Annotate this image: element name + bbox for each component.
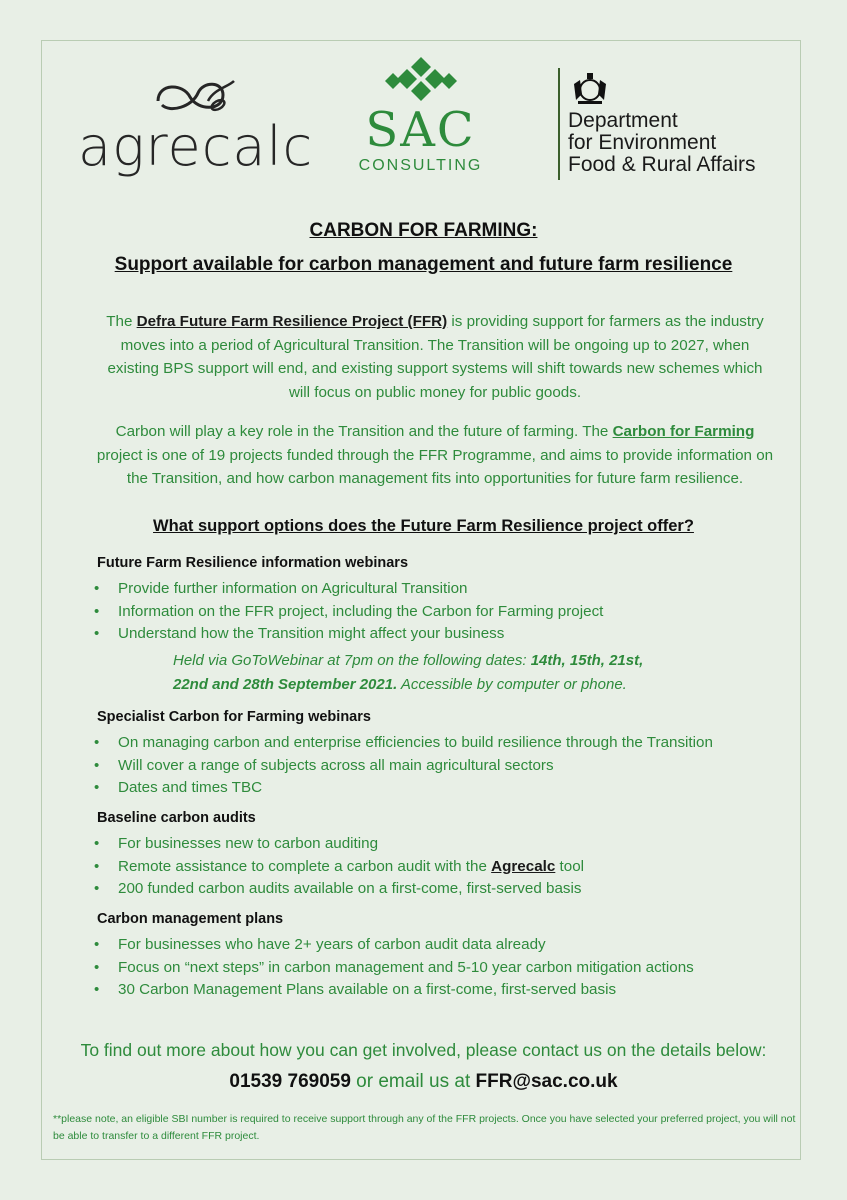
sac-diamond-icon [383, 55, 459, 105]
carbon-post: project is one of 19 projects funded through the FFR Programme, and aims to provide information on the Transition, and how carbon management fits into opportunities for future farm resilience. [96, 446, 774, 487]
section-title-info-webinars: Future Farm Resilience information webinars [97, 555, 409, 571]
defra-line-3: Food & Rural Affairs [568, 153, 756, 176]
carbon-paragraph [95, 420, 775, 491]
carbon-pre: Carbon will play a key role in the Transition and the future of farming. The [115, 423, 613, 440]
defra-line-2: for Environment [568, 131, 717, 154]
agrecalc-link[interactable]: Agrecalc [491, 857, 556, 875]
contact-details [0, 1071, 847, 1093]
list-item: • Information on the FFR project, including the Carbon for Farming project [94, 601, 603, 624]
list-baseline-audits [94, 833, 584, 901]
list-item: • For businesses who have 2+ years of carbon audit data already [94, 934, 694, 957]
list-item: • Dates and times TBC [94, 777, 713, 800]
defra-rule [558, 68, 560, 180]
audit-item-text: Remote assistance to complete a carbon audit with the [118, 857, 487, 875]
section-title-specialist-webinars: Specialist Carbon for Farming webinars [97, 709, 371, 725]
list-item: • Provide further information on Agricultural Transition [94, 578, 603, 601]
ffr-link[interactable]: Defra Future Farm Resilience Project (FFR) [136, 313, 448, 330]
defra-logo [554, 68, 784, 183]
sac-logo [348, 55, 493, 175]
list-item: • 200 funded carbon audits available on a first-come, first-served basis [94, 878, 584, 901]
list-item [94, 856, 584, 879]
webinar-dates-2: 22nd and 28th September 2021. [173, 676, 398, 693]
support-heading: What support options does the Future Farm Resilience project offer? [153, 517, 694, 535]
list-item: • For businesses new to carbon auditing [94, 833, 584, 856]
intro-pre: The [106, 313, 137, 330]
list-item: • Understand how the Transition might affect your business [94, 623, 603, 646]
defra-name [568, 110, 756, 176]
section-title-management-plans: Carbon management plans [97, 911, 284, 927]
list-management-plans [94, 934, 694, 1002]
intro-post: is providing support for farmers as the industry moves into a period of Agricultural Transition. The Transition will be ongoing up to 2027, when existing BPS support will end, and existing support systems will shift towards new schemes which will focus on public money for public goods. [107, 313, 764, 401]
main-heading: CARBON FOR FARMING: [309, 220, 538, 241]
carbon-for-farming-link[interactable]: Carbon for Farming [612, 423, 755, 440]
defra-line-1: Department [568, 109, 678, 132]
contact-intro: To find out more about how you can get involved, please contact us on the details below: [80, 1040, 767, 1060]
list-specialist-webinars [94, 732, 713, 800]
audit-item-tail: tool [555, 857, 585, 875]
contact-mid: or email us at [350, 1071, 476, 1092]
footnote: **please note, an eligible SBI number is required to receive support through any of the FFR projects. Once you have selected your preferred project, you will not be able to transfer to a different FFR project. [53, 1113, 796, 1142]
sac-title: SAC [365, 102, 476, 158]
agrecalc-wordmark: agrecalc [78, 115, 314, 178]
list-info-webinars [94, 578, 603, 646]
sub-heading: Support available for carbon management and future farm resilience [114, 254, 733, 275]
webinar-note-pre: Held via GoToWebinar at 7pm on the following dates: [173, 652, 531, 669]
list-item: • On managing carbon and enterprise efficiencies to build resilience through the Transition [94, 732, 713, 755]
section-title-baseline-audits: Baseline carbon audits [97, 810, 256, 826]
logo-header [0, 0, 847, 178]
list-item: • Will cover a range of subjects across all main agricultural sectors [94, 755, 713, 778]
email-link[interactable]: FFR@sac.co.uk [475, 1071, 618, 1092]
phone-number[interactable]: 01539 769059 [229, 1071, 351, 1092]
webinar-dates-note [173, 649, 643, 697]
intro-paragraph [95, 310, 775, 404]
agrecalc-infinity-icon [148, 73, 238, 118]
list-item: • Focus on “next steps” in carbon management and 5-10 year carbon mitigation actions [94, 957, 694, 980]
list-item: • 30 Carbon Management Plans available on a first-come, first-served basis [94, 979, 694, 1002]
webinar-note-post: Accessible by computer or phone. [397, 676, 627, 693]
sac-subtitle: CONSULTING [358, 157, 483, 174]
webinar-dates-1: 14th, 15th, 21st, [530, 652, 644, 669]
royal-crest-icon [570, 70, 610, 106]
